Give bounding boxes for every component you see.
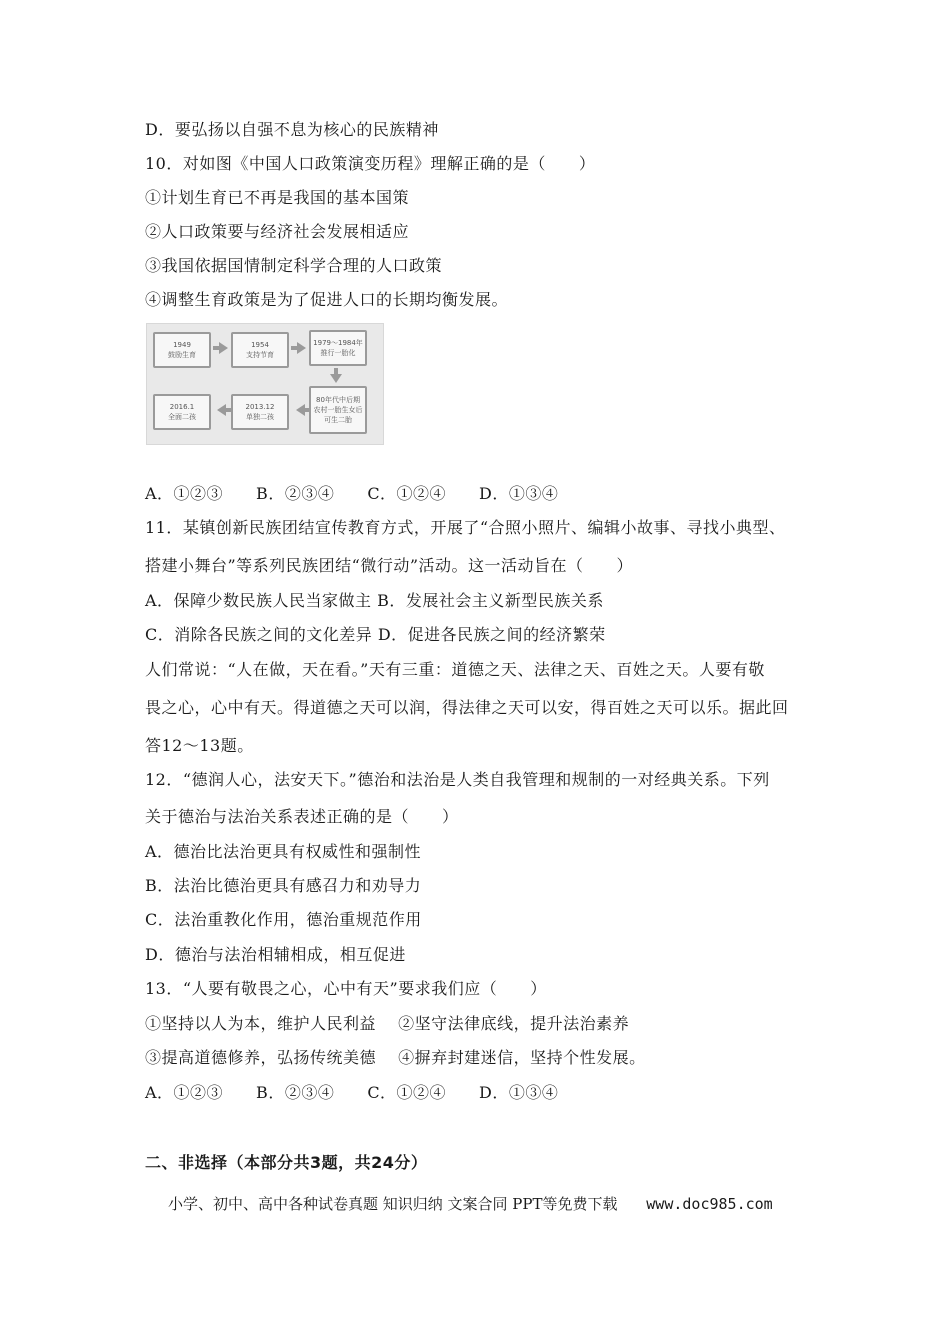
footer-text: 小学、初中、高中各种试卷真题 知识归纳 文案合同 PPT等免费下载 bbox=[168, 1195, 618, 1213]
footer bbox=[168, 1194, 773, 1214]
question-11-stem-2: 搭建小舞台”等系列民族团结“微行动”活动。这一活动旨在（ ） bbox=[145, 556, 634, 575]
question-13-statements-34: ③提高道德修养，弘扬传统美德 ④摒弃封建迷信，坚持个性发展。 bbox=[145, 1048, 646, 1067]
box-label: 单独二孩 bbox=[246, 413, 274, 421]
question-11-options-cd: C．消除各民族之间的文化差异 D．促进各民族之间的经济繁荣 bbox=[145, 625, 606, 644]
passage-line-3: 答12～13题。 bbox=[145, 736, 254, 755]
question-12-stem-1: 12．“德润人心，法安天下。”德治和法治是人类自我管理和规制的一对经典关系。下列 bbox=[145, 770, 770, 789]
diagram-box-2013 bbox=[231, 394, 289, 430]
question-12-option-b: B．法治比德治更具有感召力和劝导力 bbox=[145, 876, 422, 895]
section-heading: 二、非选择（本部分共3题，共24分） bbox=[145, 1153, 428, 1172]
statement-1: ①计划生育已不再是我国的基本国策 bbox=[145, 188, 410, 207]
question-13-statements-12: ①坚持以人为本，维护人民利益 ②坚守法律底线，提升法治素养 bbox=[145, 1014, 630, 1033]
diagram-box-1949 bbox=[153, 332, 211, 368]
question-12-option-c: C．法治重教化作用，德治重规范作用 bbox=[145, 910, 422, 929]
statement-4: ④调整生育政策是为了促进人口的长期均衡发展。 bbox=[145, 290, 509, 309]
box-label: 全面二孩 bbox=[168, 413, 196, 421]
question-11-options-ab: A．保障少数民族人民当家做主 B．发展社会主义新型民族关系 bbox=[145, 591, 604, 610]
footer-site-link[interactable]: www.doc985.com bbox=[646, 1195, 773, 1213]
statement-2: ②人口政策要与经济社会发展相适应 bbox=[145, 222, 410, 241]
passage-line-1: 人们常说：“人在做，天在看。”天有三重：道德之天、法律之天、百姓之天。人要有敬 bbox=[145, 660, 765, 679]
box-year: 2016.1 bbox=[169, 403, 195, 411]
question-12-stem-2: 关于德治与法治关系表述正确的是（ ） bbox=[145, 807, 459, 826]
passage-line-2: 畏之心，心中有天。得道德之天可以润，得法律之天可以安，得百姓之天可以乐。据此回 bbox=[145, 698, 789, 717]
question-11-stem-1: 11．某镇创新民族团结宣传教育方式，开展了“合照小照片、编辑小故事、寻找小典型、 bbox=[145, 518, 786, 537]
question-12-option-a: A．德治比法治更具有权威性和强制性 bbox=[145, 842, 422, 861]
question-13-options: A．①②③ B．②③④ C．①②④ D．①③④ bbox=[145, 1083, 559, 1102]
arrow-down-icon bbox=[330, 374, 342, 383]
box-year: 80年代中后期 bbox=[316, 396, 360, 404]
box-label: 鼓励生育 bbox=[168, 351, 196, 359]
box-label: 支持节育 bbox=[246, 351, 274, 359]
question-10-options: A．①②③ B．②③④ C．①②④ D．①③④ bbox=[145, 484, 559, 503]
arrow-left-icon bbox=[296, 404, 305, 416]
question-10-stem: 10．对如图《中国人口政策演变历程》理解正确的是（ ） bbox=[145, 154, 596, 173]
box-year: 1949 bbox=[173, 341, 191, 349]
option-d-q9: D．要弘扬以自强不息为核心的民族精神 bbox=[145, 120, 439, 139]
question-12-option-d: D．德治与法治相辅相成，相互促进 bbox=[145, 945, 406, 964]
box-year: 2013.12 bbox=[245, 403, 275, 411]
diagram-box-80s bbox=[309, 386, 367, 434]
population-policy-diagram bbox=[146, 323, 384, 445]
box-label: 农村一胎生女后可生二胎 bbox=[313, 406, 363, 424]
statement-3: ③我国依据国情制定科学合理的人口政策 bbox=[145, 256, 443, 275]
box-label: 推行一胎化 bbox=[320, 349, 356, 357]
arrow-left-icon bbox=[217, 404, 226, 416]
arrow-right-icon bbox=[297, 342, 306, 354]
box-year: 1954 bbox=[251, 341, 269, 349]
arrow-right-icon bbox=[219, 342, 228, 354]
diagram-box-1954 bbox=[231, 332, 289, 368]
diagram-box-1979 bbox=[309, 330, 367, 366]
diagram-box-2016 bbox=[153, 394, 211, 430]
box-year: 1979～1984年 bbox=[313, 339, 363, 347]
question-13-stem: 13．“人要有敬畏之心，心中有天”要求我们应（ ） bbox=[145, 979, 547, 998]
